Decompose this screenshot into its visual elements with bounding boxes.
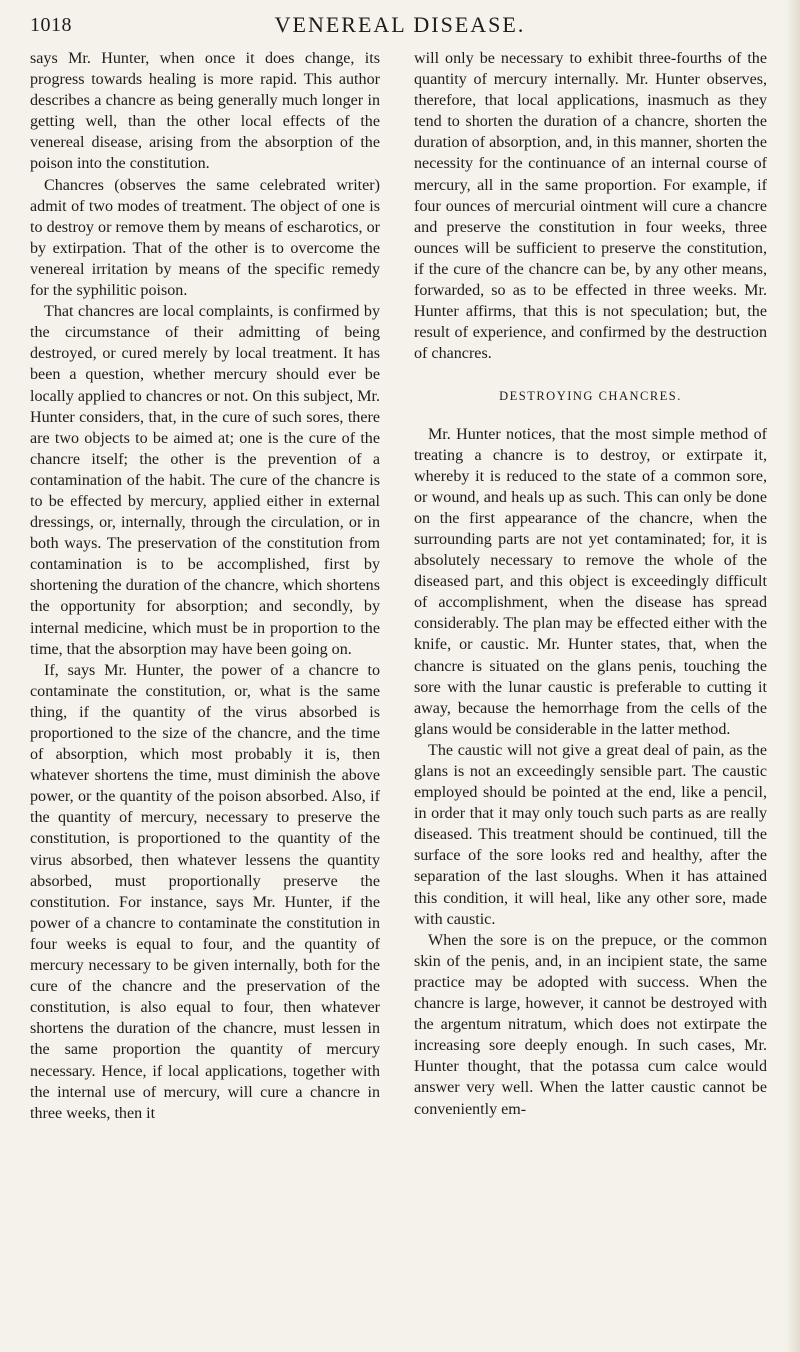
- paragraph: The caustic will not give a great deal of pain, as the glans is not an exceedingly sensible part. The caustic employed should be pointed at the end, like a pencil, in order that it may only touch such parts as are really diseased. This treatment should be continued, till the surface of the sore looks red and healthy, after the separation of the last sloughs. When it has attained this condition, it will heal, like any other sore, made with caustic.: [414, 741, 767, 928]
- page-header: [0, 8, 800, 42]
- paragraph: Mr. Hunter notices, that the most simple method of treating a chancre is to destroy, or extirpate it, whereby it is reduced to the state of a common sore, or wound, and heals up as such. This can only be done on the first appearance of the chancre, when the surrounding parts are not yet contaminated; for, it is absolutely necessary to remove the whole of the diseased part, and this object is exceedingly difficult of accomplishment, when the disease has spread considerably. The plan may be effected either with the knife, or caustic. Mr. Hunter states, that, when the chancre is situated on the glans penis, touching the sore with the lunar caustic is preferable to cutting it away, because the hemorrhage from the cells of the glans would be considerable in the latter method.: [414, 425, 767, 738]
- paragraph: That chancres are local complaints, is confirmed by the circumstance of their admitting of being destroyed, or cured merely by local treatment. It has been a question, whether mercury should ever be locally applied to chancres or not. On this subject, Mr. Hunter considers, that, in the cure of such sores, there are two objects to be aimed at; one is the cure of the chancre itself; the other is the prevention of a contamination of the habit. The cure of the chancre is to be effected by mercury, applied either in external dressings, or, internally, through the circulation, or in both ways. The preservation of the constitution from contamination is to be accomplished, first by shortening the duration of the chancre, which shortens the opportunity for absorption; and secondly, by internal medicine, which must be in proportion to the time, that the absorption may have been going on.: [30, 303, 380, 658]
- left-column: [30, 48, 380, 1124]
- paragraph: Chancres (observes the same celebrated writer) admit of two modes of treatment. The object of one is to destroy or remove them by means of escharotics, or by extirpation. That of the other is to overcome the venereal irritation by means of the specific remedy for the syphilitic poison.: [30, 176, 380, 300]
- paragraph: If, says Mr. Hunter, the power of a chancre to contaminate the constitution, or, what is the same thing, if the quantity of the virus absorbed is proportioned to the size of the chancre, and the time of absorption, which most probably it is, then whatever shortens the time, must diminish the above power, or the quantity of the poison absorbed. Also, if the quantity of mercury, necessary to preserve the constitution, is proportioned to the quantity of the virus absorbed, then whatever lessens the quantity absorbed, must proportionally preserve the constitution. For instance, says Mr. Hunter, if the power of a chancre to contaminate the constitution in four weeks is equal to four, and the quantity of mercury necessary to be given internally, both for the cure of the chancre and the preservation of the constitution, is also equal to four, then whatever shortens the duration of the chancre, must lessen in the same proportion the quantity of mercury necessary. Hence, if local applications, together with the internal use of mercury, will cure a chancre in three weeks, then it: [30, 661, 380, 1122]
- paragraph: When the sore is on the prepuce, or the common skin of the penis, and, in an incipient state, the same practice may be adopted with success. When the chancre is large, however, it cannot be destroyed with the argentum nitratum, which does not extirpate the increasing sore deeply enough. In such cases, Mr. Hunter thought, that the potassa cum calce would answer very well. When the latter caustic cannot be conveniently em-: [414, 931, 767, 1118]
- running-title: VENEREAL DISEASE.: [274, 12, 526, 37]
- paragraph: says Mr. Hunter, when once it does change, its progress towards healing is more rapid. This author describes a chancre as being generally much longer in getting well, than the other local effects of the venereal disease, arising from the absorption of the poison into the constitution.: [30, 50, 380, 173]
- section-heading: DESTROYING CHANCRES.: [499, 389, 682, 404]
- page-number: 1018: [30, 14, 72, 36]
- right-column: [414, 48, 767, 1120]
- page-edge-shadow: [786, 0, 800, 1352]
- paragraph: will only be necessary to exhibit three-fourths of the quantity of mercury internally. Mr. Hunter observes, therefore, that local applications, inasmuch as they tend to shorten the duration of a chancre, shorten the duration of absorption, and, in this manner, shorten the necessity for the continuance of an internal course of mercury, all in the same proportion. For example, if four ounces of mercurial ointment will cure a chancre and preserve the constitution in four weeks, three ounces will be sufficient to preserve the constitution, if the cure of the chancre can be, by any other means, forwarded, so as to be effected in three weeks. Mr. Hunter affirms, that this is not speculation; but, the result of experience, and confirmed by the destruction of chancres.: [414, 50, 767, 363]
